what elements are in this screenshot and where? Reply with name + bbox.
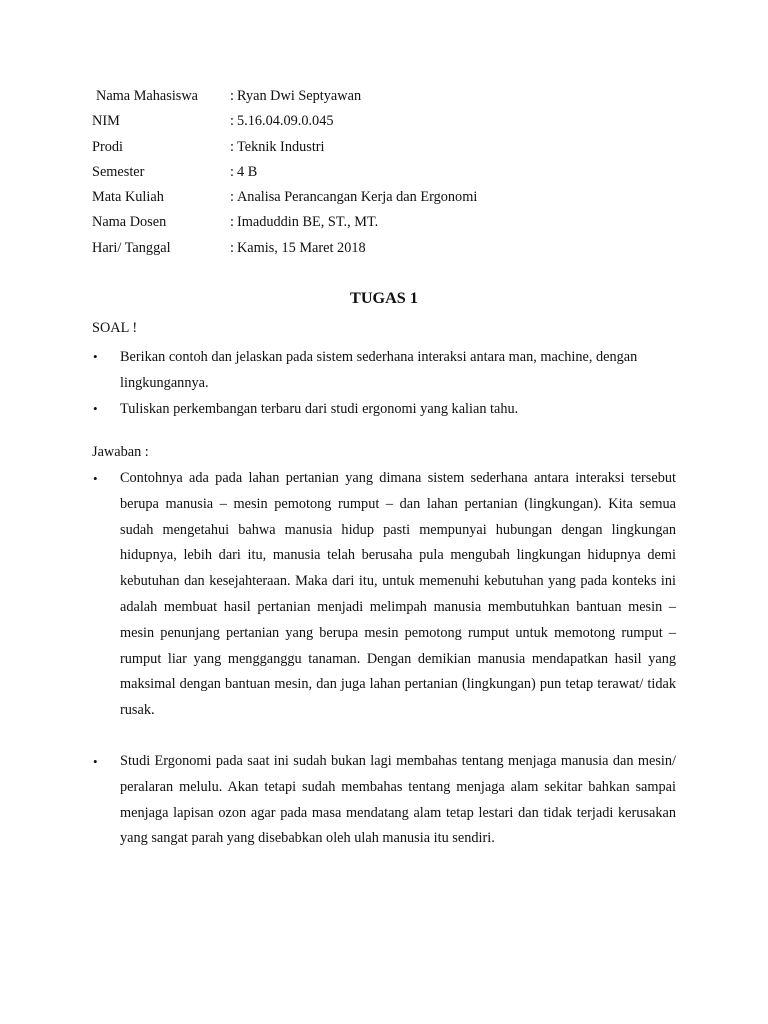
bullet-icon: • (93, 753, 98, 769)
identity-value: Analisa Perancangan Kerja dan Ergonomi (236, 189, 478, 206)
identity-label: Prodi (92, 138, 123, 155)
identity-label: Hari/ Tanggal (92, 239, 171, 256)
list-item (92, 396, 676, 422)
bullet-icon: • (93, 401, 98, 416)
list-item (92, 749, 676, 852)
identity-row-hari-tanggal (92, 239, 692, 264)
questions-heading: SOAL ! (92, 320, 138, 336)
identity-separator: : (230, 239, 234, 256)
identity-value: Imaduddin BE, ST., MT. (236, 214, 379, 231)
document-title: TUGAS 1 (350, 289, 418, 307)
identity-value: Ryan Dwi Septyawan (236, 88, 362, 104)
identity-value: Teknik Industri (236, 138, 325, 155)
answers-list (92, 466, 676, 852)
identity-value: 4 B (236, 163, 258, 180)
identity-label: Semester (92, 163, 145, 180)
identity-separator: : (230, 163, 234, 180)
identity-label: Mata Kuliah (92, 189, 164, 206)
identity-separator: : (230, 88, 234, 104)
identity-separator: : (230, 113, 234, 130)
question-text: Berikan contoh dan jelaskan pada sistem sederhana interaksi antara man, machine, dengan lingkungannya. (120, 349, 638, 391)
identity-separator: : (230, 214, 234, 231)
student-identity-block (92, 87, 692, 264)
identity-label: Nama Mahasiswa (96, 88, 199, 104)
question-text: Tuliskan perkembangan terbaru dari studi ergonomi yang kalian tahu. (120, 401, 519, 417)
questions-list (92, 344, 676, 422)
identity-separator: : (230, 138, 234, 155)
identity-row-nama (92, 87, 692, 112)
answer-text: Contohnya ada pada lahan pertanian yang dimana sistem sederhana antara interaksi tersebut berupa manusia – mesin pemotong rumput – dan lahan pertanian (lingkungan). Kita semua sudah mengetahui bahwa manusia hidup pasti mempunyai hubungan dengan lingkungan hidupnya, lebih dari itu, manusia telah berusaha pula mengubah lingkungan hidupnya demi kebutuhan dan kesejahteraan. Maka dari itu, untuk memenuhi kebutuhan yang pada konteks ini adalah membuat hasil pertanian menjadi melimpah manusia membutuhkan bantuan mesin – mesin penunjang pertanian yang berupa mesin pemotong rumput untuk memotong rumput – rumput liar yang mengganggu tanaman. Dengan demikian manusia mendapatkan hasil yang maksimal dengan bantuan mesin, dan juga lahan pertanian (lingkungan) pun tetap terawat/ tidak rusak. (120, 470, 676, 719)
identity-row-nim (92, 112, 692, 137)
identity-separator: : (230, 189, 234, 206)
identity-row-semester (92, 163, 692, 188)
bullet-icon: • (93, 471, 98, 486)
bullet-icon: • (93, 349, 98, 364)
list-item (92, 466, 676, 724)
answer-text: Studi Ergonomi pada saat ini sudah bukan lagi membahas tentang menjaga manusia dan mesin/ peralaran melulu. Akan tetapi sudah membahas tentang menjaga alam sekitar bahkan sampai menjaga lapisan ozon agar pada masa mendatang alam tetap lestari dan tidak terjadi kerusakan yang sangat parah yang disebabkan oleh ulah manusia itu sendiri. (120, 752, 676, 847)
identity-value: Kamis, 15 Maret 2018 (236, 239, 366, 256)
identity-label: Nama Dosen (92, 214, 167, 231)
identity-row-mata-kuliah (92, 188, 692, 213)
identity-row-nama-dosen (92, 213, 692, 238)
list-item (92, 344, 676, 396)
identity-label: NIM (92, 113, 120, 130)
answers-heading: Jawaban : (92, 444, 149, 460)
identity-row-prodi (92, 138, 692, 163)
identity-value: 5.16.04.09.0.045 (236, 113, 334, 130)
